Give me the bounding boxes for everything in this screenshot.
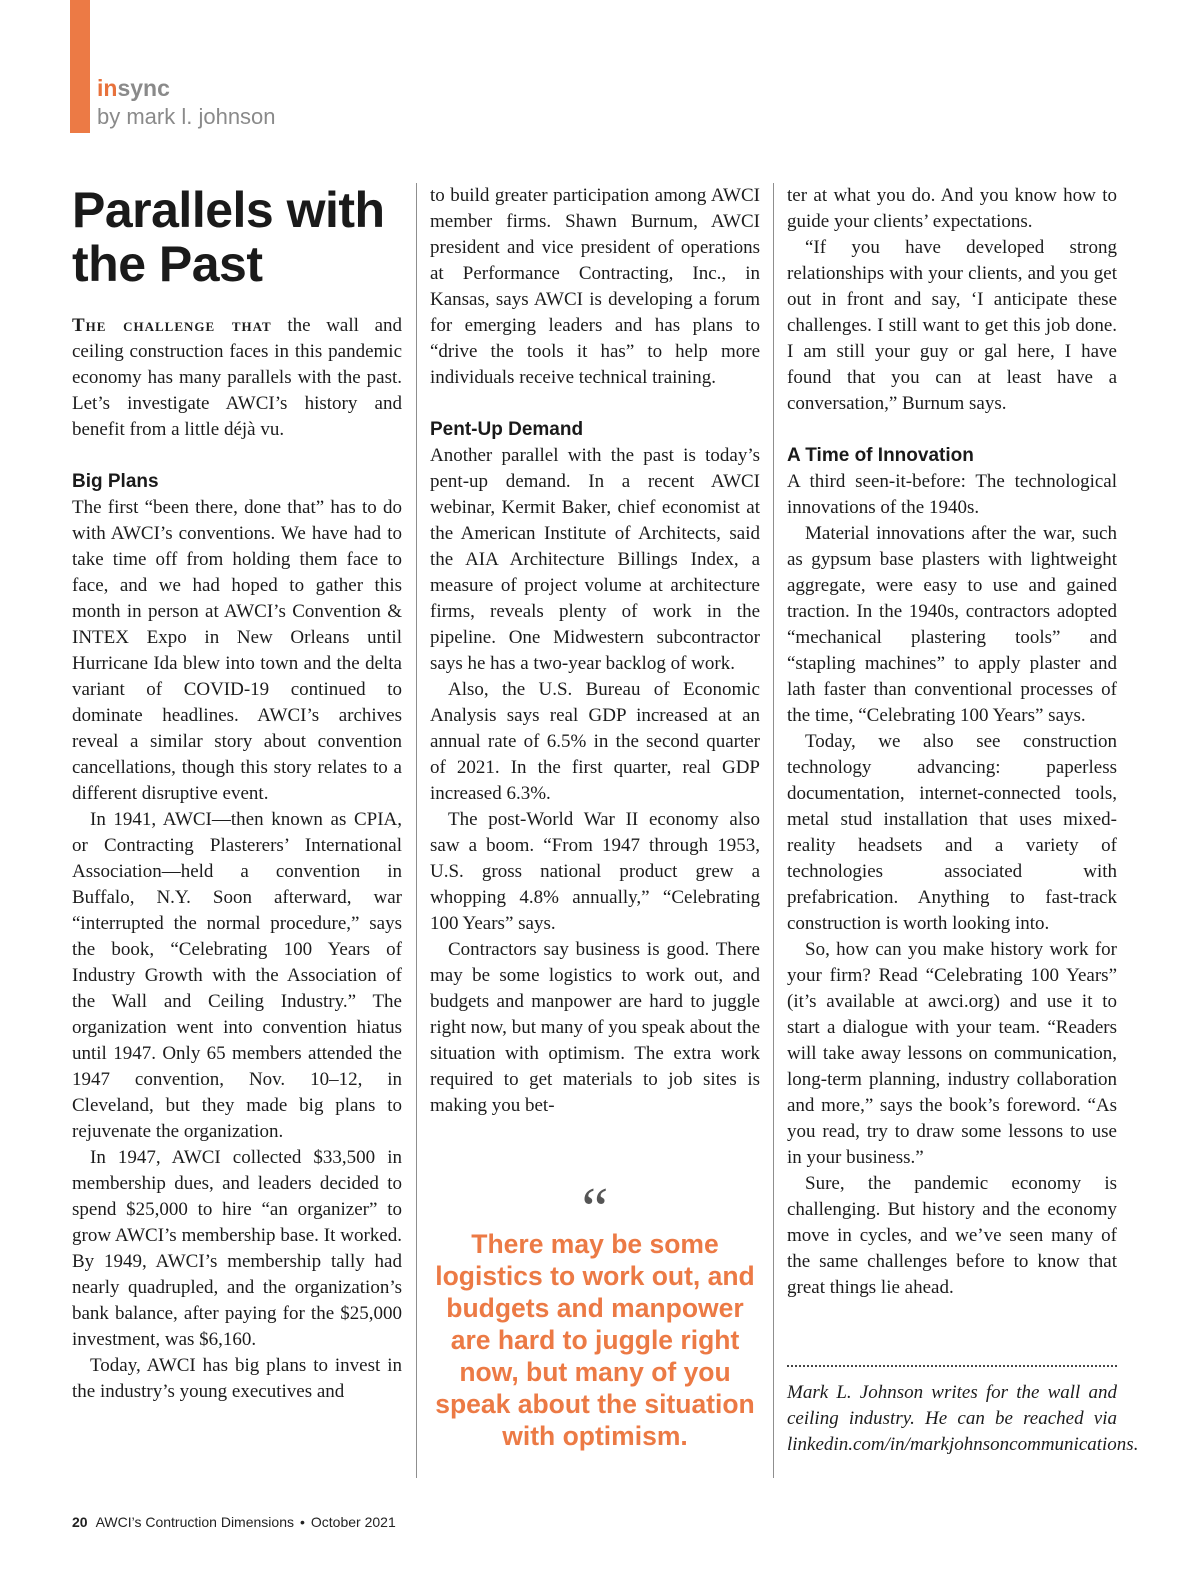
- page-footer: [72, 1512, 396, 1532]
- footer-separator: •: [299, 1514, 305, 1530]
- body-paragraph: So, how can you make history work for your firm? Read “Celebrating 100 Years” (it’s available at awci.org) and use it to start a dialogue with your team. “Readers will take away lessons on communication, long-term planning, industry collaboration and more,” says the book’s foreword. “As you read, try to draw some lessons to use in your business.”: [787, 939, 1117, 1168]
- page-number: 20: [72, 1514, 88, 1530]
- column-divider-1: [416, 183, 417, 1478]
- section-heading-big-plans: Big Plans: [72, 471, 159, 492]
- body-paragraph: Contractors say business is good. There may be some logistics to work out, and budgets and manpower are hard to juggle right now, but many of you speak about the situation with optimism. The extra work required to get materials to job sites is making you bet-: [430, 939, 760, 1116]
- section-heading-innovation: A Time of Innovation: [787, 445, 974, 466]
- column-divider-2: [773, 183, 774, 1478]
- body-paragraph: Another parallel with the past is today’s pent-up demand. In a recent AWCI webinar, Kermit Baker, chief economist at the American Institute of Architects, said the AIA Architecture Billings Index, a measure of project volume at architecture firms, reveals plenty of work in the pipeline. One Midwestern subcontractor says he has a two-year backlog of work.: [430, 445, 760, 674]
- body-paragraph: In 1947, AWCI collected $33,500 in membership dues, and leaders decided to spend $25,000 to hire “an organizer” to grow AWCI’s membership base. It worked. By 1949, AWCI’s membership tally had nearly quadrupled, and the organization’s bank balance, after paying for the $25,000 investment, was $6,160.: [72, 1147, 402, 1350]
- article-headline: Parallels with the Past: [72, 182, 385, 292]
- lead-in-caps: The challenge that: [72, 315, 272, 336]
- column-kicker: [97, 74, 170, 102]
- dotted-divider: [787, 1365, 1117, 1367]
- accent-bar: [70, 0, 90, 133]
- column-2: [430, 183, 760, 1119]
- body-paragraph: “If you have developed strong relationships with your clients, and you get out in front and say, ‘I anticipate these challenges. I still want to get this job done. I am still your guy or gal here, I have found that you can at least have a conversation,” Burnum says.: [787, 237, 1117, 414]
- issue-date: October 2021: [310, 1514, 396, 1530]
- column-3: [787, 183, 1117, 1301]
- body-paragraph: Sure, the pandemic economy is challenging. But history and the economy move in cycles, and we’ve seen many of the same challenges before to know that great things lie ahead.: [787, 1173, 1117, 1298]
- kicker-sync: sync: [117, 75, 170, 101]
- intro-paragraph: [72, 313, 402, 443]
- body-paragraph: The first “been there, done that” has to do with AWCI’s conventions. We have had to take time off from holding them face to face, and we had hoped to gather this month in person at AWCI’s Convention & INTEX Expo in New Orleans until Hurricane Ida blew into town and the delta variant of COVID-19 continued to dominate headlines. AWCI’s archives reveal a similar story about convention cancellations, though this story relates to a different disruptive event.: [72, 497, 402, 804]
- kicker-in: in: [97, 75, 118, 101]
- body-paragraph: A third seen-it-before: The technological innovations of the 1940s.: [787, 471, 1117, 518]
- column-1: [72, 313, 402, 1405]
- body-paragraph: Today, we also see construction technology advancing: paperless documentation, internet-connected tools, metal stud installation that uses mixed-reality headsets and a variety of technologies associated with prefabrication. Anything to fast-track construction is worth looking into.: [787, 731, 1117, 934]
- body-paragraph: Also, the U.S. Bureau of Economic Analysis says real GDP increased at an annual rate of 6.5% in the second quarter of 2021. In the first quarter, real GDP increased 6.3%.: [430, 679, 760, 804]
- author-bio: Mark L. Johnson writes for the wall and ceiling industry. He can be reached via linkedin.com/in/markjohnsoncommunications.: [787, 1382, 1139, 1455]
- body-paragraph: The post-World War II economy also saw a boom. “From 1947 through 1953, U.S. gross national product grew a whopping 4.8% annually,” “Celebrating 100 Years” says.: [430, 809, 760, 934]
- body-paragraph: ter at what you do. And you know how to guide your clients’ expectations.: [787, 185, 1117, 232]
- body-paragraph: Material innovations after the war, such as gypsum base plasters with lightweight aggregate, were easy to use and gained traction. In the 1940s, contractors adopted “mechanical plastering tools” and “stapling machines” to apply plaster and lath faster than conventional processes of the time, “Celebrating 100 Years” says.: [787, 523, 1117, 726]
- body-paragraph: Today, AWCI has big plans to invest in the industry’s young executives and: [72, 1355, 402, 1402]
- body-paragraph: to build greater participation among AWCI member firms. Shawn Burnum, AWCI president and vice president of operations at Performance Contracting, Inc., in Kansas, says AWCI is developing a forum for emerging leaders and has plans to “drive the tools it has” to help more individuals receive technical training.: [430, 185, 760, 388]
- body-paragraph: In 1941, AWCI—then known as CPIA, or Contracting Plasterers’ International Association—held a convention in Buffalo, N.Y. Soon afterward, war “interrupted the normal procedure,” says the book, “Celebrating 100 Years of Industry Growth with the Association of the Wall and Ceiling Industry.” The organization went into convention hiatus until 1947. Only 65 members attended the 1947 convention, Nov. 10–12, in Cleveland, but they made big plans to rejuvenate the organization.: [72, 809, 402, 1142]
- pull-quote: There may be some logistics to work out, and budgets and manpower are hard to juggle right now, but many of you speak about the situation with optimism.: [435, 1229, 755, 1451]
- section-heading-pent-up-demand: Pent-Up Demand: [430, 419, 584, 440]
- intro-text: the wall and ceiling construction faces in this pandemic economy has many parallels with the past. Let’s investigate AWCI’s history and benefit from a little déjà vu.: [72, 315, 403, 440]
- publication-name: AWCI’s Contruction Dimensions: [95, 1514, 294, 1530]
- quote-mark-icon: “: [581, 1176, 609, 1242]
- byline: by mark l. johnson: [97, 104, 276, 129]
